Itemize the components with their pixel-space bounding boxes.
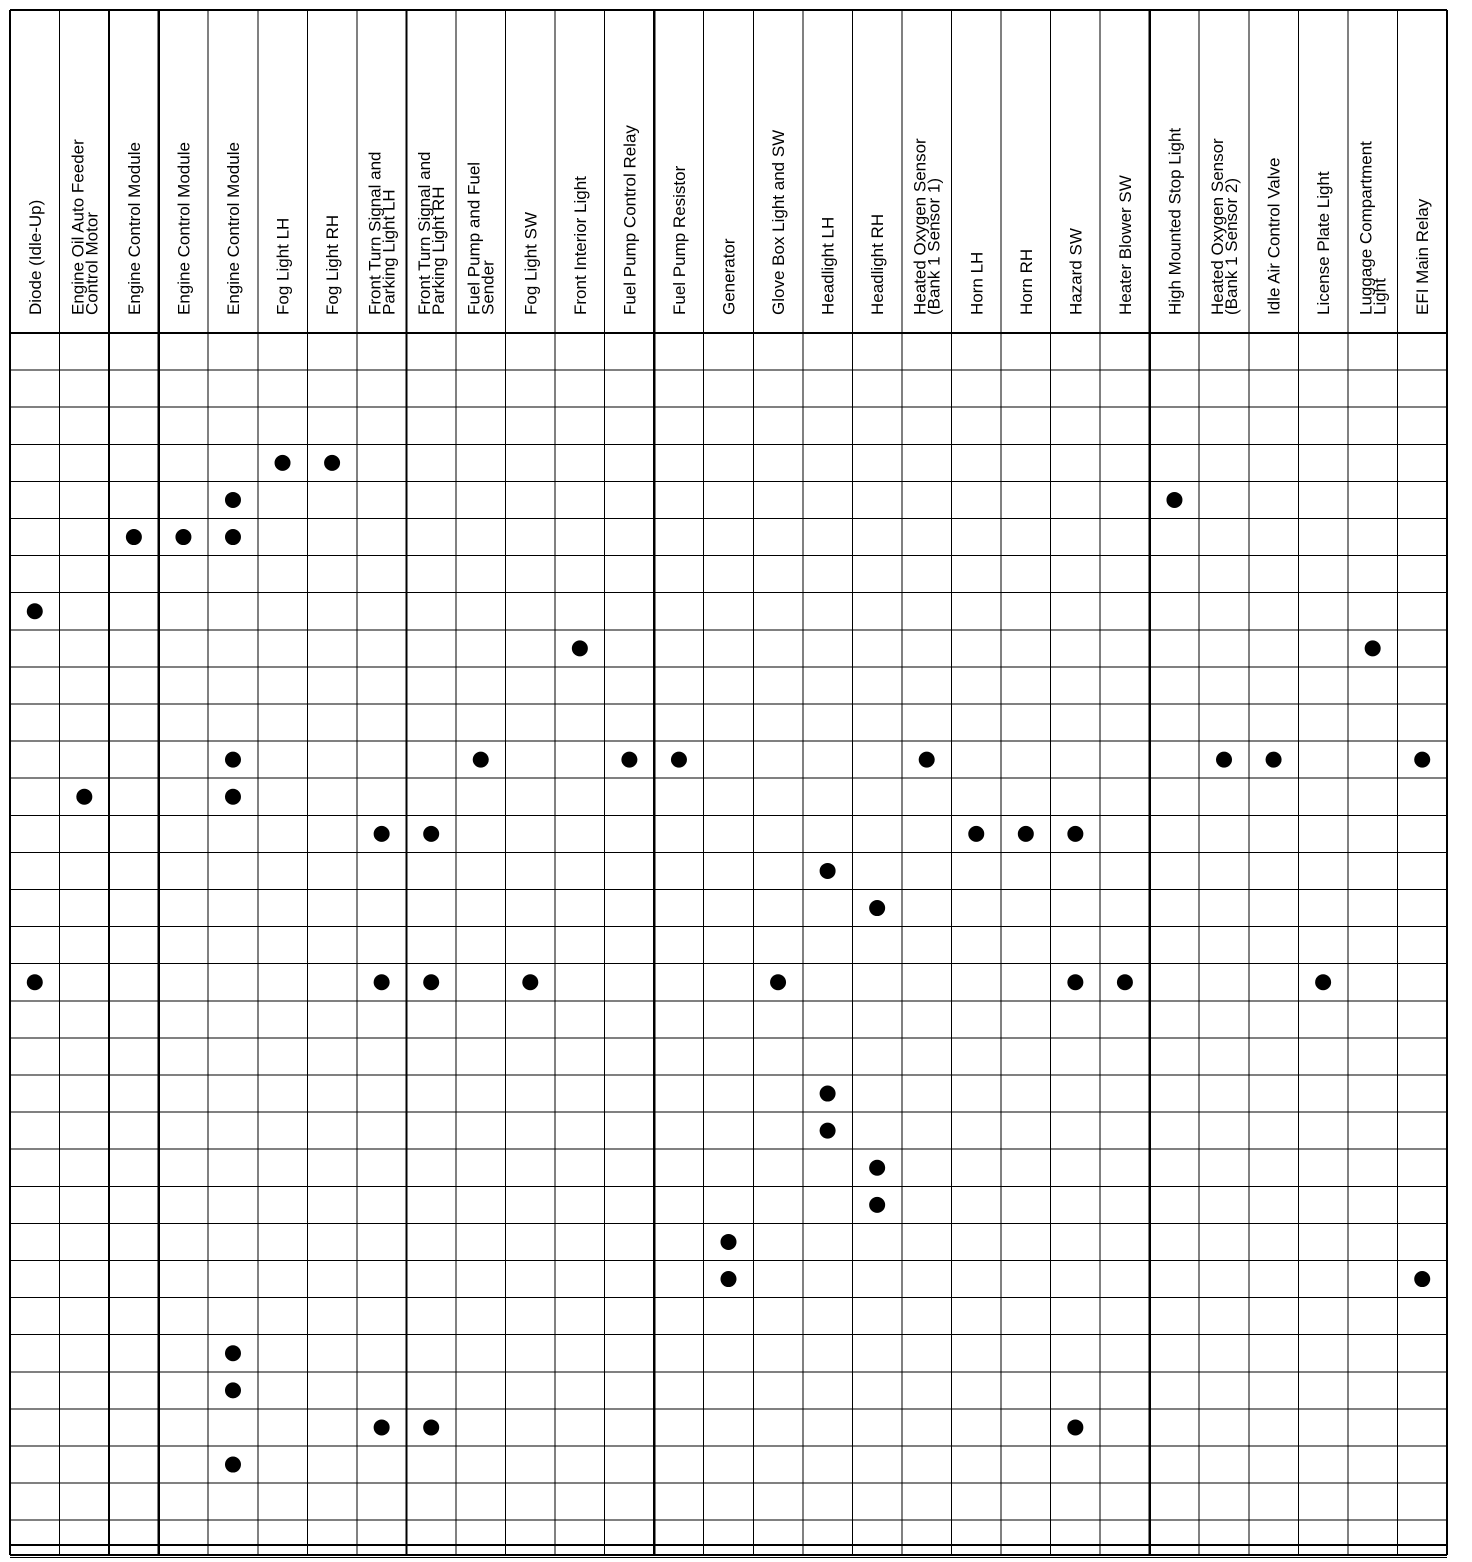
column-header — [174, 142, 193, 315]
column-header — [1314, 171, 1333, 315]
connection-dot — [225, 752, 241, 768]
column-header — [68, 139, 101, 315]
connection-dot — [76, 789, 92, 805]
connection-dot — [225, 492, 241, 508]
column-header-line: License Plate Light — [1314, 171, 1334, 315]
column-header-line: Fog Light LH — [273, 217, 293, 315]
connection-dot — [374, 1419, 390, 1435]
column-header-line: Front Turn Signal and — [415, 151, 435, 315]
column-header — [1165, 128, 1184, 315]
column-header-line: Heated Oxygen Sensor — [910, 138, 930, 315]
column-header-line: Control Motor — [82, 212, 102, 315]
column-header-line: Heated Oxygen Sensor — [1208, 138, 1228, 315]
connection-dot — [423, 974, 439, 990]
column-header — [868, 214, 887, 315]
connection-dot — [126, 529, 142, 545]
column-header-line: (Bank 1 Sensor 2) — [1222, 177, 1242, 315]
connection-dot — [225, 1345, 241, 1361]
column-header — [323, 215, 342, 315]
connection-dot — [869, 900, 885, 916]
column-header — [967, 252, 986, 315]
column-header — [1413, 198, 1432, 315]
connection-dot — [374, 974, 390, 990]
column-header — [1116, 175, 1135, 315]
connection-dot — [820, 1123, 836, 1139]
connection-dot — [225, 1457, 241, 1473]
column-header-line: Fuel Pump Control Relay — [620, 125, 640, 315]
column-header-line: Diode (Idle-Up) — [25, 199, 45, 315]
column-header — [620, 125, 639, 315]
column-header-line: Fog Light RH — [323, 214, 343, 315]
column-header — [819, 217, 838, 315]
connection-dot — [919, 752, 935, 768]
column-header — [415, 152, 448, 315]
column-header — [1017, 249, 1036, 315]
column-header-line: Engine Control Module — [174, 142, 194, 315]
connection-dot — [1414, 752, 1430, 768]
column-header — [224, 142, 243, 315]
column-header — [720, 238, 739, 315]
connection-dot — [1315, 974, 1331, 990]
connection-dot — [671, 752, 687, 768]
column-header — [521, 212, 540, 315]
column-header-line: Light — [1370, 278, 1390, 315]
column-header-line: Idle Air Control Valve — [1264, 157, 1284, 315]
column-header-line: Engine Control Module — [124, 142, 144, 315]
column-header-line: Heater Blower SW — [1115, 175, 1135, 315]
column-header-line: (Bank 1 Sensor 1) — [924, 177, 944, 315]
connection-dot — [1067, 1419, 1083, 1435]
column-header-line: Fuel Pump Resistor — [669, 165, 689, 315]
column-header — [125, 142, 144, 315]
connection-dot — [721, 1271, 737, 1287]
column-header-line: Engine Control Module — [223, 142, 243, 315]
connection-dot — [1117, 974, 1133, 990]
connection-dot — [968, 826, 984, 842]
connection-dot — [225, 529, 241, 545]
column-headers — [26, 125, 1432, 315]
column-header — [366, 152, 399, 315]
column-header-line: Parking Light LH — [379, 189, 399, 315]
connection-dot — [721, 1234, 737, 1250]
column-header — [1066, 228, 1085, 315]
column-header-line: Generator — [719, 238, 739, 315]
column-header — [769, 130, 788, 315]
connection-dot — [1067, 974, 1083, 990]
column-header-line: EFI Main Relay — [1413, 198, 1433, 315]
column-header-line: Hazard SW — [1066, 228, 1086, 315]
column-header-line: Horn RH — [1016, 248, 1036, 315]
connection-dot — [324, 455, 340, 471]
column-header-line: Front Interior Light — [570, 176, 590, 315]
connection-dot — [27, 974, 43, 990]
connection-dot — [423, 826, 439, 842]
connection-dot — [1166, 492, 1182, 508]
connection-dot — [1365, 640, 1381, 656]
column-header — [1265, 158, 1284, 315]
connection-dot — [1266, 752, 1282, 768]
column-header-line: Headlight LH — [818, 216, 838, 315]
column-header — [26, 200, 45, 315]
connection-dot — [423, 1419, 439, 1435]
column-header — [1357, 141, 1390, 315]
column-header-line: Headlight RH — [868, 213, 888, 315]
column-header-line: High Mounted Stop Light — [1165, 127, 1185, 315]
connection-dot — [1414, 1271, 1430, 1287]
connection-dot — [770, 974, 786, 990]
column-header — [274, 218, 293, 315]
column-header — [670, 165, 689, 315]
column-header-line: Sender — [478, 260, 498, 315]
connection-dot — [225, 1382, 241, 1398]
connection-dot — [1018, 826, 1034, 842]
column-header — [1208, 138, 1241, 315]
connection-dot — [374, 826, 390, 842]
column-header-line: Horn LH — [967, 251, 987, 315]
connection-dot — [820, 863, 836, 879]
connection-dot — [1216, 752, 1232, 768]
column-header-line: Parking Light RH — [429, 186, 449, 315]
connection-dot — [869, 1160, 885, 1176]
connection-dot — [1067, 826, 1083, 842]
column-header — [571, 176, 590, 315]
connection-dot — [869, 1197, 885, 1213]
column-header — [911, 138, 944, 315]
column-header-line: Luggage Compartment — [1356, 141, 1376, 315]
connection-dot — [572, 640, 588, 656]
column-header-line: Fog Light SW — [521, 212, 541, 315]
connection-dot — [473, 752, 489, 768]
connection-dot — [225, 789, 241, 805]
column-header-line: Front Turn Signal and — [365, 151, 385, 315]
connection-dot — [275, 455, 291, 471]
column-header-line: Fuel Pump and Fuel — [464, 161, 484, 315]
connection-dot — [621, 752, 637, 768]
connection-dot — [522, 974, 538, 990]
column-header-line: Glove Box Light and SW — [769, 129, 789, 315]
connection-dot — [820, 1086, 836, 1102]
column-header — [465, 162, 498, 315]
column-header-line: Engine Oil Auto Feeder — [68, 139, 88, 315]
connection-dot — [175, 529, 191, 545]
connection-dot — [27, 603, 43, 619]
